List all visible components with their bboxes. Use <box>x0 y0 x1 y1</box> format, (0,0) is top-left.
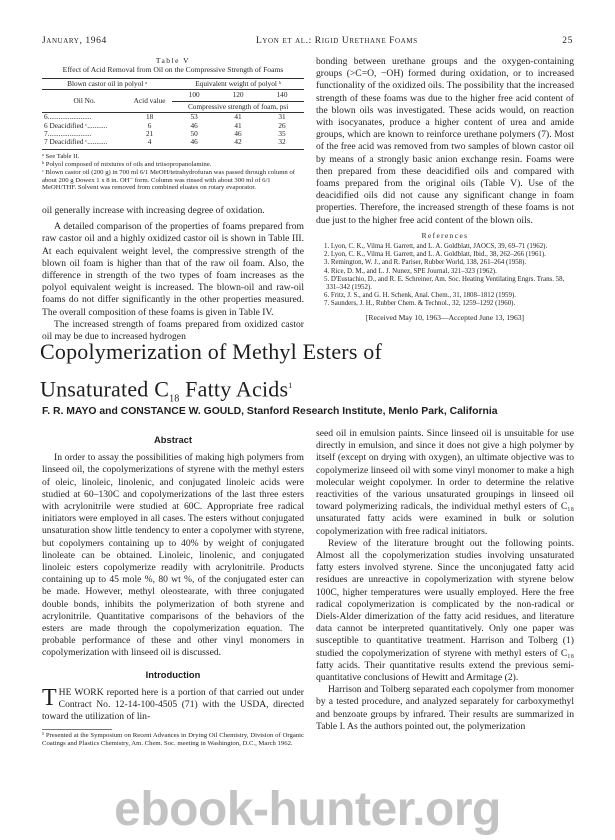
left-upper-column <box>42 205 304 343</box>
intro-text: HE WORK reported here is a portion of that carried out under Contract No. 12-14-100-4505 (71) with the USDA, directed toward the utilization of lin- <box>42 686 304 723</box>
body-paragraph: A detailed comparison of the properties of foams prepared from raw castor oil and a highly oxidized castor oil is shown in Table III. At each equivalent weight level, the compressive strength of the blown oil foam is higher than that of the raw oil foam. Also, the difference in strength of the two types of foam increases as the polyol equivalent weight is increased. The blown-oil and raw-oil foams do not differ significantly in the other properties measured. The overall composition of these foams is given in Table IV. <box>42 221 304 318</box>
authors-line: F. R. MAYO and CONSTANCE W. GOULD, Stanford Research Institute, Menlo Park, California <box>42 406 498 417</box>
body-paragraph: seed oil in emulsion paints. Since linseed oil is unsuitable for use directly in emulsion, and since it does not give a high polymer by itself (except on drying with oxygen), an ultimate objective was to copolymerize linseed oil with some vinyl monomer to make a high molecular weight copolymer. In order to determine the relative reactivities of the various unsaturated groupings in linseed oil toward polymerizing radicals, the individual methyl esters of C₁₈ unsaturated fatty acids were examined in bulk or solution copolymerization with free radical initiators. <box>316 428 574 537</box>
body-paragraph: bonding between urethane groups and the oxygen-containing groups (>C=O, −OH) formed during oxidation, or to increased functionality of the oxidized oils. The possibility that the increased strength of these foams was due to the higher free acid content of the blown oils was investigated. These acids would, on reaction with isocyanates, produce a higher content of urea and amide groups, which are known to reinforce urethane polymers (7). Most of the free acid was removed from two samples of blown castor oil by means of a strongly basic anion exchange resin. Foams were then prepared from these deacidified oils and compared with foams prepared from the original oils (Table V). Use of the deacidified oils did not cause any significant change in foam properties. Therefore, the increased strength of these foams is not due just to the higher free acid content of the blown oils. <box>316 56 574 226</box>
reference-item: 1. Lyon, C. K., Vilma H. Garrett, and L. A. Goldblatt, JAOCS, 39, 69–71 (1962). <box>324 243 548 251</box>
title-text-b: Fatty Acids <box>179 376 289 402</box>
right-lower-column <box>316 428 574 733</box>
table-header-oil: Blown castor oil in polyol ᵃ <box>42 79 172 90</box>
left-lower-column <box>42 428 304 748</box>
table-note: ᵇ Polyol composed of mixtures of oils and triisopropanolamine. <box>42 160 212 168</box>
footnote-text: ¹ Presented at the Symposium on Recent Advances in Drying Oil Chemistry, Division of Organic Coatings and Plastics Chemistry, Am. Chem. Soc. meeting in Washington, D.C., March 1962. <box>42 732 304 748</box>
title-text-a: Unsaturated C <box>40 376 170 402</box>
table-cell: 35 <box>278 129 286 139</box>
table-cell: 21 <box>145 129 154 139</box>
reference-item: 3. Remington, W. J., and R. Pariser, Rubber World, 138, 261–264 (1958). <box>324 259 527 267</box>
table-cell: 26 <box>278 120 286 130</box>
table-cell: 32 <box>260 138 304 149</box>
body-paragraph: Review of the literature brought out the following points. Almost all the copolymerization studies involving unsaturated fatty esters involved styrene. Since the unconjugated fatty acid residues are unreactive in copolymerization with styrene below 100C, higher temperatures were usually employed. Here the free radical copolymerization is complicated by the non-radical or Diels-Alder dimerization of the fatty acid residues, and literature data cannot be interpreted quantitatively. Only one paper was susceptible to quantitative treatment. Harrison and Tolberg (1) studied the copolymerization of styrene with methyl esters of C₁₈ fatty acids. Their quantitative results extend the previous semi-quantitative conclusions of Hewitt and Armitage (2). <box>316 537 574 684</box>
table-note: ᶜ Blown castor oil (200 g) in 700 ml 6/1 MeOH/tetrahydrofuran was passed through column of about 200 g Dowex 1 x 8 in. OH⁻ form. Column was rinsed with about 300 ml of 6/1 MeOH/THF. Solvent was removed from combined eluates on rotary evaporator. <box>42 168 296 192</box>
table-v <box>42 56 304 192</box>
table-cell: 7........................ <box>44 129 92 139</box>
table-cell: 42 <box>216 138 260 149</box>
received-date: [Received May 10, 1963—Accepted June 13, 1963] <box>365 312 525 322</box>
references-heading: References <box>421 230 469 240</box>
table-notes <box>42 153 304 193</box>
reference-item: 6. Fritz, J. S., and G. H. Schenk, Anal. Chem., 31, 1808–1812 (1959). <box>324 292 516 300</box>
data-table <box>42 78 304 150</box>
body-paragraph: The increased strength of foams prepared from oxidized castor oil may be due to increased hydrogen <box>42 318 304 343</box>
intro-paragraph <box>42 684 304 724</box>
title-line-1: Copolymerization of Methyl Esters of <box>40 339 383 364</box>
table-cell: 50 <box>190 129 198 139</box>
reference-item: 7. Saunders, J. H., Rubber Chem. & Technol., 32, 1259–1292 (1960). <box>324 300 516 308</box>
intro-heading: Introduction <box>145 668 201 680</box>
table-cell: 18 <box>145 112 154 122</box>
right-upper-column <box>316 56 574 324</box>
table-header-strength: Compressive strength of foam, psi <box>172 101 304 112</box>
table-cell: 46 <box>172 138 216 149</box>
table-cell: 46 <box>190 120 198 130</box>
table-header-oil-no: Oil No. <box>42 90 127 113</box>
table-note: ᵃ See Table II. <box>42 152 80 160</box>
reference-item: 4. Rice, D. M., and L. J. Nunez, SPE Journal, 321–323 (1962). <box>324 267 497 275</box>
running-head <box>42 36 573 50</box>
table-row <box>42 138 304 149</box>
table-header-140: 140 <box>260 90 304 101</box>
table-cell: 7 Deacidified ᶜ........... <box>42 138 127 149</box>
abstract-heading: Abstract <box>153 434 193 445</box>
table-cell: 6........................ <box>44 112 92 122</box>
table-header-120: 120 <box>216 90 260 101</box>
page-number: 25 <box>562 36 573 46</box>
abstract-text: In order to assay the possibilities of making high polymers from linseed oil, the copolymerizations of styrene with the methyl esters of oleic, linoleic, linolenic, and conjugated linoleic acids were studied at 60–130C and copolymerizations of the last three esters with acrylonitrile were studied at 60C. Appropriate free radical initiators were employed in all cases. The esters without conjugated unsaturation show little tendency to enter a copolymer with styrene, but copolymers containing up to 40% by weight of conjugated linoleate can be obtained. Linoleic, linolenic, and conjugated linoleic esters copolymerize readily with acrylonitrile. Products containing up to 45 mole %, 80 wt %, of the conjugated ester can be made. However, methyl oleostearate, with three conjugated double bonds, inhibits the polymerization of both styrene and acrylonitrile. Quantitative comparisons of the behaviors of the esters are made through the copolymerization equation. The probable performance of these and other vinyl monomers in copolymerization with linseed oil is discussed. <box>42 452 304 659</box>
table-header-equiv: Equivalent weight of polyol ᵇ <box>172 79 304 90</box>
references-list <box>316 243 574 309</box>
table-cell: 31 <box>278 112 286 122</box>
body-paragraph: Harrison and Tolberg separated each copolymer from monomer by a tested procedure, and analyzed separately for carboxymethyl and benzoate groups by infrared. Their results are summarized in Table I. As the authors pointed out, the polymerization <box>316 684 574 732</box>
title-footnote-mark: 1 <box>288 381 293 390</box>
reference-item: 5. D'Eustachio, D., and R. E. Schreiner, Am. Soc. Heating Ventilating Engrs. Trans. 58, 331–342 (1952). <box>324 275 565 292</box>
table-cell: 6 <box>147 120 152 130</box>
table-cell: 41 <box>234 112 242 122</box>
table-header-acid: Acid value <box>127 90 172 113</box>
footnote-rule <box>42 729 112 730</box>
title-subscript: 18 <box>169 393 180 405</box>
header-title: Lyon et al.: Rigid Urethane Foams <box>256 36 418 46</box>
table-cell: 46 <box>234 129 242 139</box>
article-title <box>40 335 580 417</box>
header-date: January, 1964 <box>42 36 107 46</box>
table-cell: 4 <box>127 138 172 149</box>
table-caption: Effect of Acid Removal from Oil on the Compressive Strength of Foams <box>62 65 284 74</box>
table-cell: 53 <box>190 112 198 122</box>
drop-cap: T <box>42 684 57 711</box>
body-paragraph: oil generally increase with increasing degree of oxidation. <box>42 205 265 216</box>
table-cell: 6 Deacidified ᶜ........... <box>44 120 108 130</box>
table-header-100: 100 <box>172 90 216 101</box>
reference-item: 2. Lyon, C. K., Vilma H. Garrett, and L. A. Goldblatt, Ibid., 38, 262–266 (1961). <box>324 251 546 259</box>
table-cell: 41 <box>234 120 242 130</box>
table-label: Table V <box>155 56 191 65</box>
watermark-text: ebook-hunter.org <box>114 783 501 836</box>
